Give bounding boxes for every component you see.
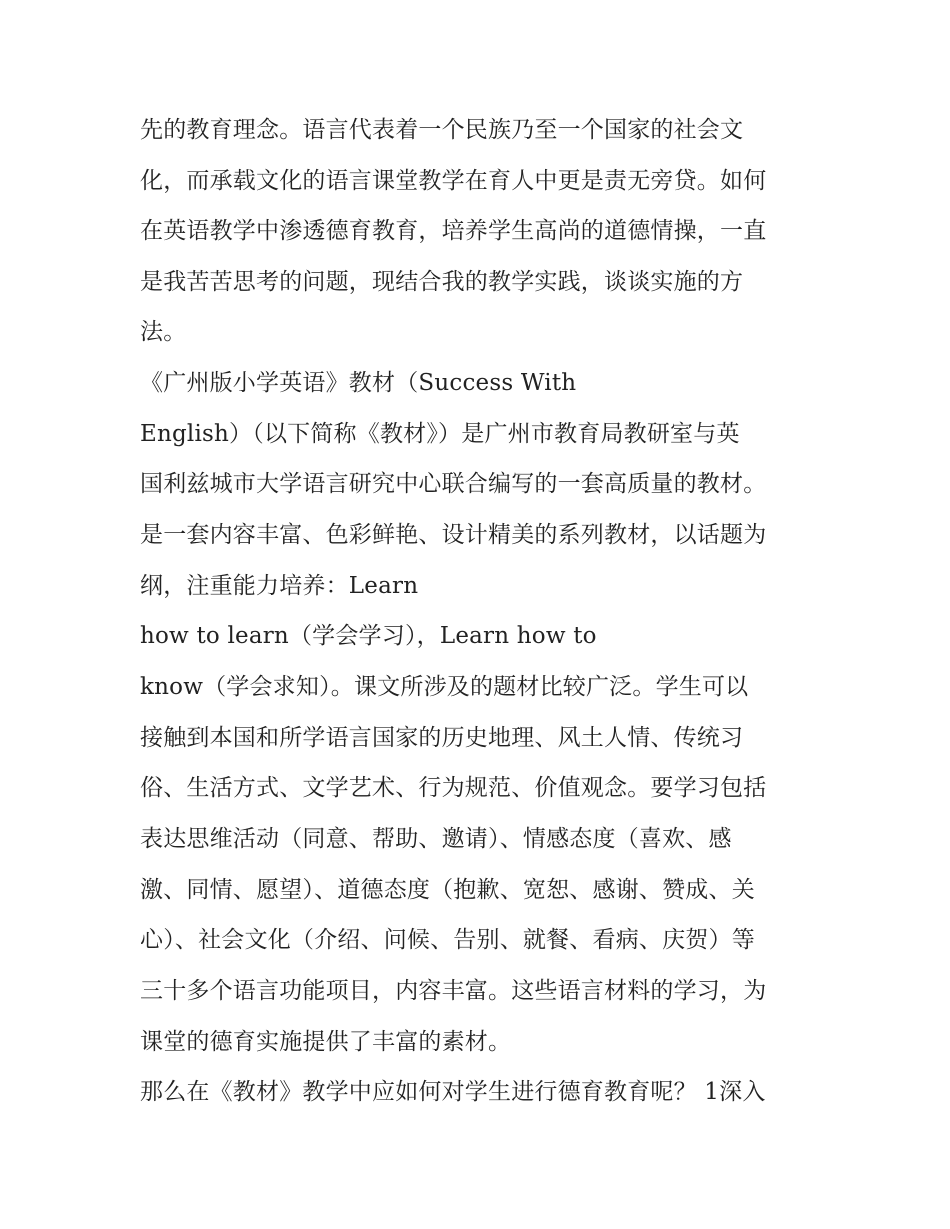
text-line: 是我苦苦思考的问题，现结合我的教学实践，谈谈实施的方 (140, 269, 744, 295)
text-line: how to learn（学会学习），Learn how to (140, 623, 597, 649)
text-line: 三十多个语言功能项目，内容丰富。这些语言材料的学习，为 (140, 978, 767, 1004)
text-line: 激、同情、愿望）、道德态度（抱歉、宽恕、感谢、赞成、关 (140, 877, 755, 903)
text-line: 是一套内容丰富、色彩鲜艳、设计精美的系列教材，以话题为 (140, 522, 767, 548)
text-line: 化，而承载文化的语言课堂教学在育人中更是责无旁贷。如何 (140, 168, 767, 194)
text-line: 那么在《教材》教学中应如何对学生进行德育教育呢？ 1深入 (140, 1079, 766, 1105)
text-line: 法。 (140, 319, 187, 345)
text-line: 接触到本国和所学语言国家的历史地理、风土人情、传统习 (140, 725, 744, 751)
text-line: 在英语教学中渗透德育教育，培养学生高尚的道德情操，一直 (140, 218, 767, 244)
text-line: 表达思维活动（同意、帮助、邀请）、情感态度（喜欢、感 (140, 826, 732, 852)
text-line: 先的教育理念。语言代表着一个民族乃至一个国家的社会文 (140, 117, 744, 143)
text-line: 国利兹城市大学语言研究中心联合编写的一套高质量的教材。 (140, 471, 767, 497)
text-line: 心）、社会文化（介绍、问候、告别、就餐、看病、庆贺）等 (140, 927, 755, 953)
text-line: 纲，注重能力培养：Learn (140, 573, 419, 599)
text-line: English）（以下简称《教材》）是广州市教育局教研室与英 (140, 421, 740, 447)
text-line: 课堂的德育实施提供了丰富的素材。 (140, 1029, 512, 1055)
text-line: 俗、生活方式、文学艺术、行为规范、价值观念。要学习包括 (140, 775, 767, 801)
text-line: know（学会求知）。课文所涉及的题材比较广泛。学生可以 (140, 674, 749, 700)
text-line: 《广州版小学英语》教材（Success With (140, 370, 577, 396)
